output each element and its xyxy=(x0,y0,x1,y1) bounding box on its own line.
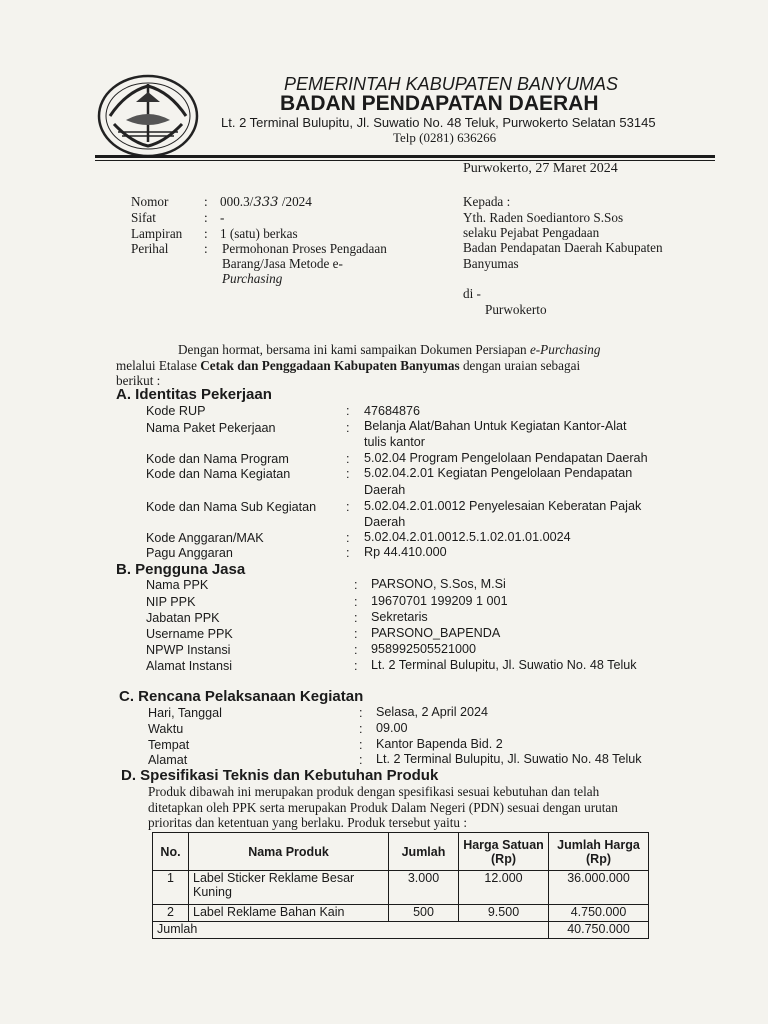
meta-sep: : xyxy=(204,226,208,241)
col-header-jumlah-harga: Jumlah Harga (Rp) xyxy=(549,833,649,871)
field-colon: : xyxy=(359,753,363,767)
handwritten-number: 333 xyxy=(253,195,279,210)
field-value: Sekretaris xyxy=(371,610,428,624)
meta-sep: : xyxy=(204,194,208,209)
cell-nama-produk: Label Reklame Bahan Kain xyxy=(189,905,389,922)
cell-jumlah-harga: 4.750.000 xyxy=(549,905,649,922)
header-rule-thin xyxy=(95,160,715,161)
field-label: Jabatan PPK xyxy=(146,611,220,625)
intro-line-1: Dengan hormat, bersama ini kami sampaikan Dokumen Persiapan e-Purchasing xyxy=(178,342,601,357)
meta-value-lampiran: 1 (satu) berkas xyxy=(220,226,298,241)
field-label: Hari, Tanggal xyxy=(148,706,222,720)
field-colon: : xyxy=(354,627,358,641)
field-value: 5.02.04.2.01 Kegiatan Pengelolaan Pendapatan xyxy=(364,466,633,480)
section-d-title: D. Spesifikasi Teknis dan Kebutuhan Produk xyxy=(121,767,439,784)
agency-name: BADAN PENDAPATAN DAERAH xyxy=(280,92,599,115)
recipient-kepada: Kepada : xyxy=(463,194,511,209)
field-value: PARSONO_BAPENDA xyxy=(371,626,501,640)
field-value: 47684876 xyxy=(364,404,421,418)
field-colon: : xyxy=(359,722,363,736)
field-colon: : xyxy=(346,467,350,481)
field-colon: : xyxy=(346,531,350,545)
table-row xyxy=(153,905,649,922)
field-label: Nama PPK xyxy=(146,578,209,592)
field-label: Alamat Instansi xyxy=(146,659,233,673)
field-colon: : xyxy=(354,659,358,673)
field-colon: : xyxy=(354,611,358,625)
field-value: Lt. 2 Terminal Bulupitu, Jl. Suwatio No. 48 Teluk xyxy=(371,658,637,672)
meta-sep: : xyxy=(204,241,208,256)
field-colon: : xyxy=(346,404,350,418)
recipient-city: Purwokerto xyxy=(485,302,547,317)
col-header-jumlah: Jumlah xyxy=(389,833,459,871)
field-label: NPWP Instansi xyxy=(146,643,231,657)
field-label: Kode Anggaran/MAK xyxy=(146,531,264,545)
meta-value-perihal-2: Barang/Jasa Metode e- xyxy=(222,256,343,271)
letter-date: Purwokerto, 27 Maret 2024 xyxy=(463,161,618,176)
intro-line-2: melalui Etalase Cetak dan Penggadaan Kabupaten Banyumas dengan uraian sebagai xyxy=(116,358,581,373)
field-label: Kode dan Nama Sub Kegiatan xyxy=(146,500,317,514)
agency-address: Lt. 2 Terminal Bulupitu, Jl. Suwatio No. 48 Teluk, Purwokerto Selatan 53145 xyxy=(221,115,656,130)
field-value: PARSONO, S.Sos, M.Si xyxy=(371,577,506,591)
agency-phone: Telp (0281) 636266 xyxy=(393,130,497,145)
table-row xyxy=(153,871,649,905)
field-value: Selasa, 2 April 2024 xyxy=(376,705,489,719)
field-value: Rp 44.410.000 xyxy=(364,545,447,559)
meta-label-perihal: Perihal xyxy=(131,241,169,256)
field-value-cont: Daerah xyxy=(364,483,406,497)
meta-value-nomor: 000.3/333 /2024 xyxy=(220,194,312,210)
cell-no: 2 xyxy=(153,905,189,922)
recipient-di: di - xyxy=(463,286,481,301)
cell-jumlah: 500 xyxy=(389,905,459,922)
field-label: Kode dan Nama Kegiatan xyxy=(146,467,291,481)
cell-no: 1 xyxy=(153,871,189,905)
field-value: 958992505521000 xyxy=(371,642,477,656)
field-value: Kantor Bapenda Bid. 2 xyxy=(376,737,503,751)
cell-jumlah-harga: 36.000.000 xyxy=(549,871,649,905)
field-value-cont: tulis kantor xyxy=(364,435,425,449)
meta-label-sifat: Sifat xyxy=(131,210,156,225)
field-colon: : xyxy=(354,643,358,657)
cell-nama-produk: Label Sticker Reklame Besar Kuning xyxy=(189,871,389,905)
field-value: 5.02.04.2.01.0012.5.1.02.01.01.0024 xyxy=(364,530,571,544)
cell-harga-satuan: 12.000 xyxy=(459,871,549,905)
field-label: Waktu xyxy=(148,722,184,736)
field-label: Kode dan Nama Program xyxy=(146,452,289,466)
cell-jumlah: 3.000 xyxy=(389,871,459,905)
field-value: Belanja Alat/Bahan Untuk Kegiatan Kantor-Alat xyxy=(364,419,627,433)
intro-line-3: berikut : xyxy=(116,373,161,388)
field-colon: : xyxy=(354,578,358,592)
field-label: Pagu Anggaran xyxy=(146,546,233,560)
recipient-line: Badan Pendapatan Daerah Kabupaten xyxy=(463,240,663,255)
field-label: Alamat xyxy=(148,753,188,767)
field-label: Nama Paket Pekerjaan xyxy=(146,421,276,435)
field-value: Lt. 2 Terminal Bulupitu, Jl. Suwatio No. 48 Teluk xyxy=(376,752,642,766)
section-d-line: prioritas dan ketentuan yang berlaku. Produk tersebut yaitu : xyxy=(148,815,467,830)
cell-grand-total: 40.750.000 xyxy=(549,922,649,939)
section-a-title: A. Identitas Pekerjaan xyxy=(116,386,272,403)
product-table xyxy=(152,832,649,939)
field-label: Kode RUP xyxy=(146,404,206,418)
col-header-harga-satuan: Harga Satuan (Rp) xyxy=(459,833,549,871)
section-c-title: C. Rencana Pelaksanaan Kegiatan xyxy=(119,688,364,705)
field-colon: : xyxy=(346,500,350,514)
recipient-line: selaku Pejabat Pengadaan xyxy=(463,225,600,240)
recipient-line: Yth. Raden Soediantoro S.Sos xyxy=(463,210,624,225)
cell-harga-satuan: 9.500 xyxy=(459,905,549,922)
header-rule-thick xyxy=(95,155,715,158)
cell-total-label: Jumlah xyxy=(153,922,549,939)
field-label: Tempat xyxy=(148,738,190,752)
meta-label-lampiran: Lampiran xyxy=(131,226,183,241)
field-colon: : xyxy=(346,421,350,435)
field-value: 5.02.04.2.01.0012 Penyelesaian Keberatan Pajak xyxy=(364,499,642,513)
field-label: Username PPK xyxy=(146,627,233,641)
field-value: 5.02.04 Program Pengelolaan Pendapatan Daerah xyxy=(364,451,648,465)
meta-sep: : xyxy=(204,210,208,225)
meta-value-perihal-3: Purchasing xyxy=(222,271,283,286)
col-header-nama-produk: Nama Produk xyxy=(189,833,389,871)
recipient-line: Banyumas xyxy=(463,256,519,271)
section-b-title: B. Pengguna Jasa xyxy=(116,561,246,578)
table-footer-row xyxy=(153,922,649,939)
field-colon: : xyxy=(346,452,350,466)
table-header-row xyxy=(153,833,649,871)
meta-value-perihal-1: Permohonan Proses Pengadaan xyxy=(222,241,387,256)
meta-value-sifat: - xyxy=(220,210,225,225)
section-d-line: Produk dibawah ini merupakan produk dengan spesifikasi sesuai kebutuhan dan telah xyxy=(148,784,600,799)
field-colon: : xyxy=(354,595,358,609)
field-value: 09.00 xyxy=(376,721,408,735)
field-colon: : xyxy=(359,706,363,720)
col-header-no: No. xyxy=(153,833,189,871)
banyumas-crest-logo xyxy=(96,72,200,160)
field-colon: : xyxy=(346,546,350,560)
field-label: NIP PPK xyxy=(146,595,196,609)
field-value: 19670701 199209 1 001 xyxy=(371,594,508,608)
section-d-line: ditetapkan oleh PPK serta merupakan Produk Dalam Negeri (PDN) sesuai dengan urutan xyxy=(148,800,618,815)
government-name: PEMERINTAH KABUPATEN BANYUMAS xyxy=(284,74,619,94)
field-colon: : xyxy=(359,738,363,752)
field-value-cont: Daerah xyxy=(364,515,406,529)
meta-label-nomor: Nomor xyxy=(131,194,169,209)
